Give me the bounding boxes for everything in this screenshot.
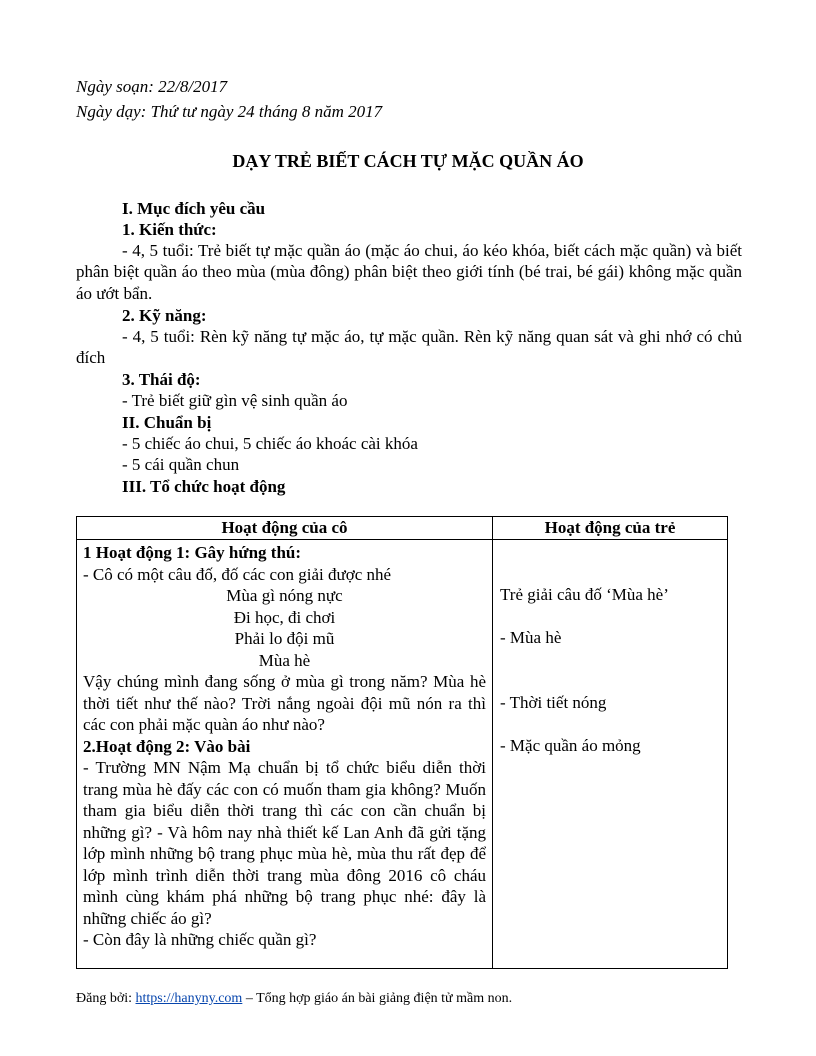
date-taught: Ngày dạy: Thứ tư ngày 24 tháng 8 năm 2017 (76, 102, 383, 121)
section-heading-activities: III. Tổ chức hoạt động (122, 477, 286, 496)
activity-2-last: - Còn đây là những chiếc quần gì? (83, 930, 317, 949)
child-response-3: - Thời tiết nóng (500, 693, 607, 712)
activity-2-heading: 2.Hoạt động 2: Vào bài (83, 736, 251, 756)
section-heading-purpose: I. Mục đích yêu cầu (122, 199, 266, 218)
subheading-skills: 2. Kỹ năng: (122, 306, 207, 325)
date-prepared: Ngày soạn: 22/8/2017 (76, 77, 228, 96)
footer-link[interactable]: https://hanyny.com (135, 991, 243, 1006)
header-children: Hoạt động của trẻ (493, 517, 728, 540)
header-teacher: Hoạt động của cô (77, 517, 493, 540)
footer-prefix: Đăng bởi: (76, 991, 136, 1006)
activity-1-heading: 1 Hoạt động 1: Gây hứng thú: (83, 543, 302, 562)
subheading-knowledge: 1. Kiến thức: (122, 220, 217, 239)
attitude-text: - Trẻ biết giữ gìn vệ sinh quần áo (122, 391, 348, 410)
activity-1-question: Vậy chúng mình đang sống ở mùa gì trong năm? Mùa hè thời tiết như thế nào? Trời nắng ngoài đội mũ nón ra thì các con phải mặc quàn áo như nào? (83, 672, 486, 734)
riddle-line-3: Phải lo đội mũ (234, 629, 335, 648)
footer-suffix: – Tổng hợp giáo án bài giảng điện tử mầm non. (242, 991, 513, 1006)
child-response-1: Trẻ giải câu đố ‘Mùa hè’ (500, 585, 669, 604)
children-activity-cell (493, 540, 728, 969)
child-response-4: - Mặc quần áo mỏng (500, 736, 641, 755)
subheading-attitude: 3. Thái độ: (122, 370, 201, 389)
page-title: DẠY TRẺ BIẾT CÁCH TỰ MẶC QUẦN ÁO (232, 151, 584, 171)
riddle-line-4: Mùa hè (258, 650, 311, 670)
activity-table (76, 516, 728, 969)
activity-2-text: - Trường MN Nậm Mạ chuẩn bị tổ chức biểu diễn thời trang mùa hè đấy các con có muốn tham gia không? Muốn tham gia biểu diễn thời trang thì các con cần chuẩn bị những gì? - Và hôm nay nhà thiết kế Lan Anh đã gửi tặng lớp mình những bộ trang phục mùa hè, mùa thu rất đẹp để lớp mình trình diễn thời trang mùa đông 2016 cô cháu mình cùng khám phá những bộ trang phục nhé: đây là những chiếc áo gì? (83, 758, 486, 928)
teacher-activity-cell (77, 540, 493, 969)
knowledge-text: - 4, 5 tuổi: Trẻ biết tự mặc quần áo (mặc áo chui, áo kéo khóa, biết cách mặc quần) và biết phân biệt quần áo theo mùa (mùa đông) phân biệt theo giới tính (bé trai, bé gái) không mặc quần áo ướt bẩn. (76, 241, 742, 303)
riddle-line-2: Đi học, đi chơi (233, 607, 336, 627)
skills-text: - 4, 5 tuổi: Rèn kỹ năng tự mặc áo, tự mặc quần. Rèn kỹ năng quan sát và ghi nhớ có chủ đích (76, 327, 742, 368)
table-row (77, 540, 728, 969)
prep-item-2: - 5 cái quần chun (122, 455, 240, 474)
section-heading-preparation: II. Chuẩn bị (122, 413, 212, 432)
prep-item-1: - 5 chiếc áo chui, 5 chiếc áo khoác cài khóa (122, 434, 418, 453)
activity-1-intro: - Cô có một câu đố, đố các con giải được nhé (83, 564, 392, 584)
footer (76, 990, 512, 1008)
riddle-line-1: Mùa gì nóng nực (226, 586, 343, 605)
table-header-row (77, 517, 728, 540)
child-response-2: - Mùa hè (500, 628, 562, 647)
